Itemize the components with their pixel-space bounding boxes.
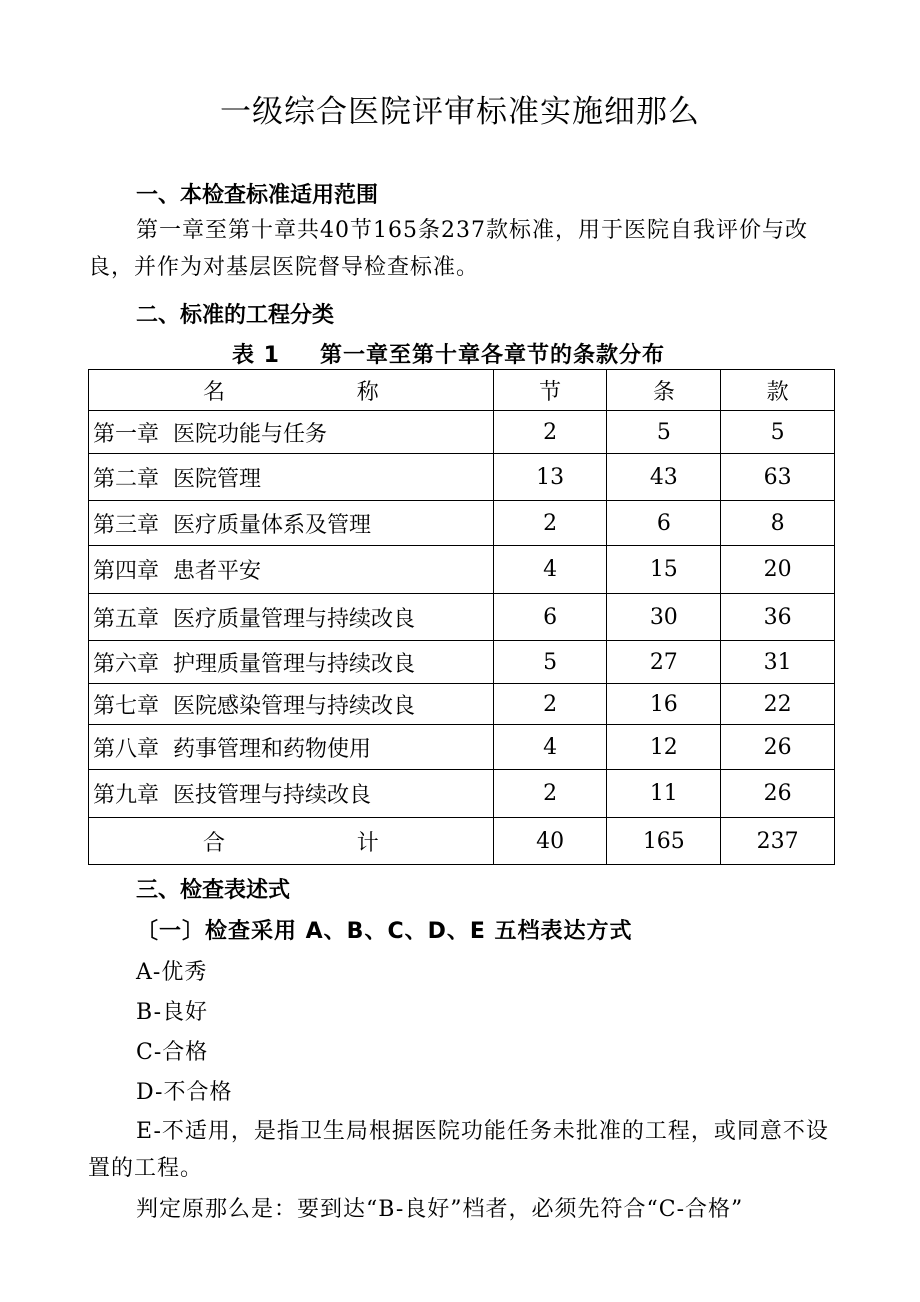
grade-a: A-优秀: [136, 960, 208, 985]
row-chapter: 第八章: [93, 736, 160, 762]
table-caption: [232, 338, 665, 369]
total-articles: 165: [607, 818, 721, 865]
row-name: [89, 454, 494, 501]
row-name: [89, 725, 494, 770]
table-row: [89, 594, 835, 641]
row-name: [89, 546, 494, 594]
row-title: 医院功能与任务: [173, 421, 328, 447]
row-sections: 2: [493, 411, 607, 454]
row-chapter: 第四章: [93, 559, 160, 584]
row-articles: 43: [607, 454, 721, 501]
row-clauses: 26: [721, 770, 835, 818]
row-sections: 13: [493, 454, 607, 501]
table-row: [89, 411, 835, 454]
row-clauses: 5: [721, 411, 835, 454]
table-header-row: [89, 370, 835, 411]
table-row: [89, 770, 835, 818]
total-label: [89, 818, 494, 865]
header-name: [89, 370, 494, 411]
row-articles: 6: [607, 501, 721, 546]
row-title: 医技管理与持续改良: [173, 783, 372, 808]
row-title: 医疗质量管理与持续改良: [173, 606, 416, 632]
row-clauses: 8: [721, 501, 835, 546]
section-3-heading: 三、检查表述式: [136, 878, 291, 903]
row-articles: 30: [607, 594, 721, 641]
row-name: [89, 594, 494, 641]
table-row: [89, 684, 835, 725]
row-sections: 4: [493, 546, 607, 594]
row-name: [89, 501, 494, 546]
row-title: 药事管理和药物使用: [173, 736, 372, 762]
row-clauses: 26: [721, 725, 835, 770]
table-row: [89, 501, 835, 546]
row-chapter: 第九章: [93, 783, 160, 808]
row-sections: 2: [493, 770, 607, 818]
grade-e-text: E-不适用，是指卫生局根据医院功能任务未批准的工程，或同意不设置的工程。: [88, 1119, 829, 1181]
row-clauses: 36: [721, 594, 835, 641]
row-chapter: 第二章: [93, 466, 160, 492]
row-chapter: 第七章: [93, 693, 160, 719]
row-clauses: 63: [721, 454, 835, 501]
row-sections: 6: [493, 594, 607, 641]
total-label-a: 合: [203, 830, 226, 856]
header-sections: 节: [493, 370, 607, 411]
chapter-distribution-table: [88, 369, 835, 865]
section-1-heading: 一、本检查标准适用范围: [136, 183, 379, 208]
table-caption-label: 表 1: [232, 343, 280, 368]
row-chapter: 第一章: [93, 421, 160, 447]
row-sections: 4: [493, 725, 607, 770]
row-name: [89, 411, 494, 454]
row-chapter: 第五章: [93, 606, 160, 632]
row-articles: 5: [607, 411, 721, 454]
row-chapter: 第六章: [93, 651, 160, 677]
section-1-text: 第一章至第十章共40节165条237款标准，用于医院自我评价与改良，并作为对基层医院督导检查标准。: [88, 218, 808, 280]
row-articles: 16: [607, 684, 721, 725]
header-clauses: 款: [721, 370, 835, 411]
total-sections: 40: [493, 818, 607, 865]
section-2-heading: 二、标准的工程分类: [136, 303, 335, 328]
row-clauses: 22: [721, 684, 835, 725]
row-articles: 27: [607, 641, 721, 684]
table-total-row: [89, 818, 835, 865]
table-row: [89, 725, 835, 770]
row-title: 医疗质量体系及管理: [173, 512, 372, 538]
table-caption-text: 第一章至第十章各章节的条款分布: [319, 343, 665, 368]
row-title: 患者平安: [173, 559, 262, 584]
header-articles: 条: [607, 370, 721, 411]
grade-b: B-良好: [136, 1000, 209, 1025]
row-name: [89, 684, 494, 725]
section-3-subheading: 〔一〕检查采用 A、B、C、D、E 五档表达方式: [136, 919, 633, 944]
total-label-b: 计: [356, 830, 379, 856]
grade-d: D-不合格: [136, 1080, 233, 1105]
judgement-rule-text: 判定原那么是：要到达“B-良好”档者，必须先符合“C-合格”: [136, 1197, 744, 1222]
row-name: [89, 641, 494, 684]
row-clauses: 20: [721, 546, 835, 594]
table-row: [89, 454, 835, 501]
header-name-a: 名: [203, 379, 226, 405]
row-sections: 5: [493, 641, 607, 684]
row-sections: 2: [493, 501, 607, 546]
row-articles: 15: [607, 546, 721, 594]
table-row: [89, 641, 835, 684]
header-name-b: 称: [356, 379, 379, 405]
row-articles: 11: [607, 770, 721, 818]
row-title: 医院感染管理与持续改良: [173, 693, 416, 719]
row-clauses: 31: [721, 641, 835, 684]
grade-c: C-合格: [136, 1040, 209, 1065]
document-title: 一级综合医院评审标准实施细那么: [220, 94, 700, 130]
row-articles: 12: [607, 725, 721, 770]
total-clauses: 237: [721, 818, 835, 865]
row-title: 医院管理: [173, 466, 262, 492]
table-row: [89, 546, 835, 594]
row-name: [89, 770, 494, 818]
row-chapter: 第三章: [93, 512, 160, 538]
row-sections: 2: [493, 684, 607, 725]
row-title: 护理质量管理与持续改良: [173, 651, 416, 677]
